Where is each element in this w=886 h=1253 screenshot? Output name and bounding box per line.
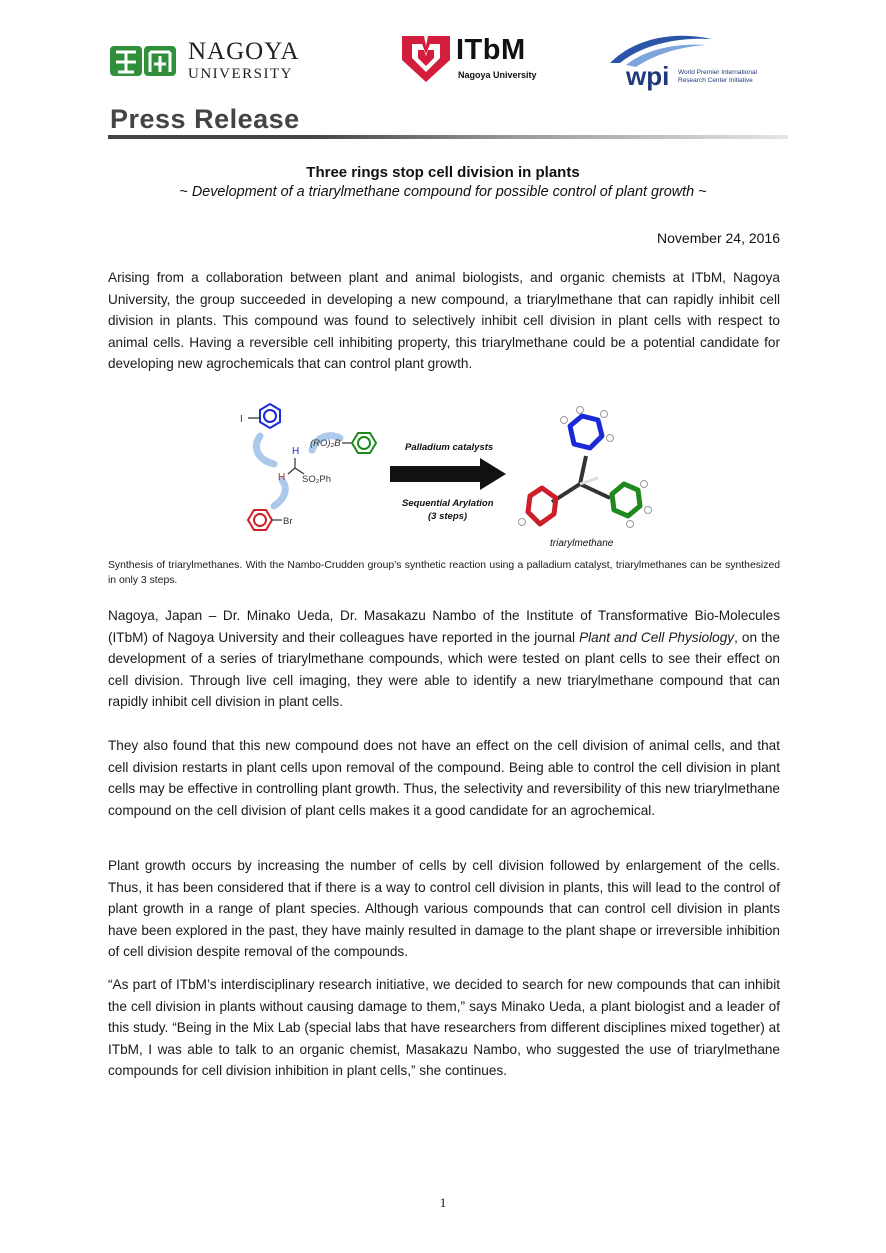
nagoya-university-logo bbox=[108, 36, 328, 86]
article-title: Three rings stop cell division in plants bbox=[306, 164, 580, 181]
journal-name: Plant and Cell Physiology bbox=[579, 629, 735, 645]
intro-paragraph: Arising from a collaboration between plant and animal biologists, and organic chemists at ITbM, Nagoya University, the group succeeded in developing a new compound, a triarylmethane that can rapidly inhibit cell division in plants. This compound was found to selectively inhibit cell division in plant cells with respect to animal cells. Having a reversible cell inhibiting property, this triarylmethane could be a potential candidate for developing new agrochemicals that can control plant growth. bbox=[108, 270, 780, 371]
paragraph-4: Plant growth occurs by increasing the number of cells by cell division followed by enlargement of the cells. Thus, it has been considered that if there is a way to control cell division in plants, this will lead to the control of plant growth in a range of plant species. Although various compounds that can control cell division in plants have been explored in the past, they have mainly resulted in damage to the plant shape or irreversible inhibition of cell division despite removal of the compounds. bbox=[108, 858, 780, 959]
itbm-logo-name: ITbM bbox=[456, 34, 526, 66]
label-boronate: (RO)₂B bbox=[310, 438, 341, 449]
figure-caption: Synthesis of triarylmethanes. With the Nambo-Crudden group’s synthetic reaction using a palladium catalyst, triarylmethanes can be synthesized in only 3 steps. bbox=[108, 560, 780, 586]
itbm-logo bbox=[398, 30, 548, 90]
synthesis-figure bbox=[230, 398, 670, 550]
triarylmethane-molecule bbox=[519, 407, 652, 528]
wpi-tagline-line1: World Premier International bbox=[678, 69, 757, 76]
reaction-arrow bbox=[390, 458, 506, 490]
itbm-emblem-icon bbox=[398, 30, 454, 86]
label-h-left: H bbox=[278, 472, 286, 483]
arrow-label-bottom2: (3 steps) bbox=[428, 511, 468, 522]
label-iodo: I bbox=[240, 414, 243, 425]
header-logos bbox=[0, 0, 886, 100]
nagoya-emblem-icon bbox=[108, 40, 180, 80]
blue-aryl-ring bbox=[260, 404, 280, 428]
press-release-label: Press Release bbox=[110, 104, 300, 134]
red-aryl-ring bbox=[248, 510, 272, 530]
label-bromo: Br bbox=[283, 516, 293, 527]
wpi-logo bbox=[606, 33, 786, 91]
article-date: November 24, 2016 bbox=[657, 230, 780, 246]
green-aryl-ring bbox=[352, 433, 376, 453]
nagoya-logo-line1: NAGOYA bbox=[188, 38, 300, 65]
wpi-tagline-line2: Research Center Initiative bbox=[678, 76, 753, 84]
paragraph-5: “As part of ITbM’s interdisciplinary research initiative, we decided to search for new compounds that can inhibit the cell division in plants without causing damage to them,” says Minako Ueda, a plant biologist and a leader of this study. “Being in the Mix Lab (special labs that have researchers from different disciplines mixed together) at ITbM, I was able to talk to an organic chemist, Masakazu Nambo, who suggested the use of triarylmethane compounds for cell division inhibition in plant cells,” she continues. bbox=[108, 977, 780, 1078]
wpi-logo-tagline bbox=[678, 69, 788, 84]
paragraph-3: They also found that this new compound does not have an effect on the cell division of animal cells, and that cell division restarts in plant cells upon removal of the compound. Being able to control the cell division in plant cells may be effective in controlling plant growth. Thus, the selectivity and reversibility of this new triarylmethane compound on the cell division of plant cells makes it a good candidate for an agrochemical. bbox=[108, 738, 780, 818]
paragraph-2 bbox=[108, 605, 780, 713]
product-label: triarylmethane bbox=[550, 538, 614, 549]
article-subtitle: ~ Development of a triarylmethane compound for possible control of plant growth ~ bbox=[179, 184, 707, 200]
paragraph-2-after: , on the development of a series of triarylmethane compounds, which were tested on plant cells to see their effect on cell division. Through live cell imaging, they were able to identify a new triarylmethane compound that can rapidly inhibit cell division in plant cells. bbox=[108, 629, 781, 709]
page-number: 1 bbox=[439, 1195, 447, 1210]
itbm-logo-subname: Nagoya University bbox=[458, 70, 537, 80]
arrow-label-top: Palladium catalysts bbox=[405, 442, 494, 453]
curved-arrow-top bbox=[256, 436, 274, 464]
synthesis-scheme bbox=[230, 398, 670, 550]
paragraph-2-before: Nagoya, Japan – Dr. Minako Ueda, Dr. Masakazu Nambo of the Institute of Transformative Bio-Molecules (ITbM) of Nagoya University and their colleagues have reported in the journal bbox=[108, 608, 780, 645]
label-h-top: H bbox=[292, 446, 300, 457]
wpi-logo-name: wpi bbox=[626, 61, 670, 91]
press-release-banner bbox=[108, 104, 788, 140]
arrow-label-bottom1: Sequential Arylation bbox=[402, 498, 494, 509]
label-sulfonyl: SO₂Ph bbox=[302, 474, 332, 485]
curved-arrow-bottom bbox=[274, 480, 285, 506]
nagoya-logo-line2: UNIVERSITY bbox=[188, 66, 293, 82]
banner-underline bbox=[108, 135, 788, 139]
